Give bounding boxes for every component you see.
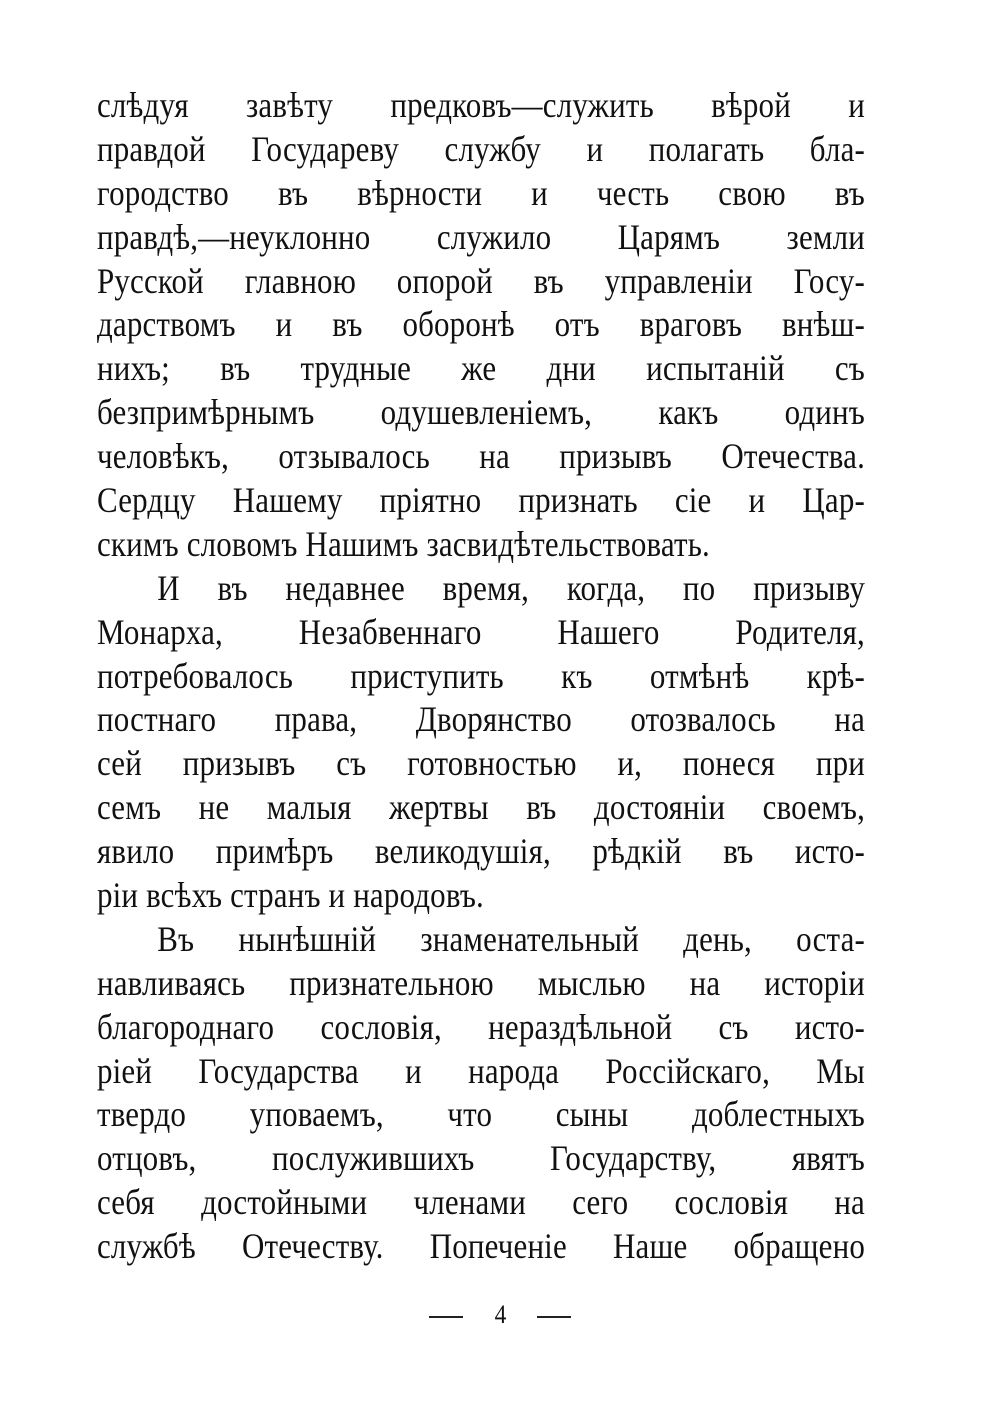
text-line: твердо уповаемъ, что сыны доблестныхъ bbox=[97, 1094, 865, 1135]
page-number-value: 4 bbox=[494, 1300, 506, 1329]
text-line: нихъ; въ трудные же дни испытаній съ bbox=[97, 348, 865, 389]
paragraph-start-line: И въ недавнее время, когда, по призыву bbox=[157, 567, 865, 608]
body-text bbox=[97, 84, 865, 1269]
text-line: безпримѣрнымъ одушевленіемъ, какъ одинъ bbox=[97, 392, 865, 433]
text-line: городство въ вѣрности и честь свою въ bbox=[97, 172, 865, 213]
text-line: Сердцу Нашему пріятно признать сіе и Цар- bbox=[97, 480, 865, 521]
text-line: службѣ Отечеству. Попеченіе Наше обращено bbox=[97, 1226, 865, 1267]
paragraph-end-line: скимъ словомъ Нашимъ засвидѣтельствовать. bbox=[97, 523, 710, 564]
dash-right bbox=[537, 1316, 571, 1318]
text-line: себя достойными членами сего сословія на bbox=[97, 1182, 865, 1223]
text-line: ріей Государства и народа Россійскаго, Мы bbox=[97, 1050, 865, 1091]
text-line: сей призывъ съ готовностью и, понеся при bbox=[97, 743, 865, 784]
text-line: правдой Государеву службу и полагать бла- bbox=[97, 128, 865, 169]
text-line: дарствомъ и въ оборонѣ отъ враговъ внѣш- bbox=[97, 304, 865, 345]
text-line: постнаго права, Дворянство отозвалось на bbox=[97, 699, 865, 740]
page-number bbox=[0, 1300, 1000, 1330]
text-line: правдѣ,—неуклонно служило Царямъ земли bbox=[97, 216, 865, 257]
text-line: слѣдуя завѣту предковъ—служить вѣрой и bbox=[97, 85, 865, 125]
text-line: семъ не малыя жертвы въ достояніи своемъ, bbox=[97, 787, 865, 828]
text-line: явило примѣръ великодушія, рѣдкій въ исто- bbox=[97, 831, 865, 872]
text-lines bbox=[97, 84, 865, 1269]
dash-left bbox=[429, 1316, 463, 1318]
text-line: Монарха, Незабвеннаго Нашего Родителя, bbox=[97, 611, 865, 652]
text-line: отцовъ, послужившихъ Государству, явятъ bbox=[97, 1138, 865, 1179]
text-line: благороднаго сословія, нераздѣльной съ исто- bbox=[97, 1006, 865, 1047]
paragraph-end-line: ріи всѣхъ странъ и народовъ. bbox=[97, 875, 484, 916]
text-line: навливаясь признательною мыслью на исторіи bbox=[97, 962, 865, 1003]
paragraph-start-line: Въ нынѣшній знаменательный день, оста- bbox=[157, 918, 865, 959]
text-line: Русской главною опорой въ управленіи Госу- bbox=[97, 260, 865, 301]
text-line: человѣкъ, отзывалось на призывъ Отечества. bbox=[97, 436, 865, 477]
text-line: потребовалось приступить къ отмѣнѣ крѣ- bbox=[97, 655, 865, 696]
